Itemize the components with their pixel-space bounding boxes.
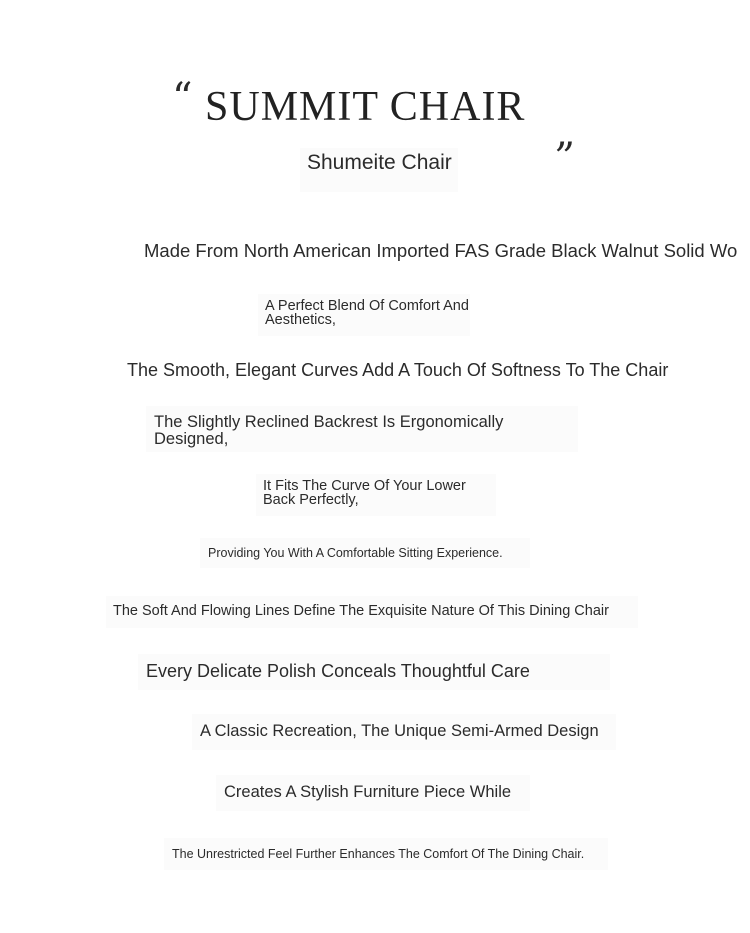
text-line-comfort: The Unrestricted Feel Further Enhances The Comfort Of The Dining Chair. (164, 838, 608, 870)
text-line-flowing-lines: The Soft And Flowing Lines Define The Exquisite Nature Of This Dining Chair (106, 596, 638, 628)
text-line-lower-back: It Fits The Curve Of Your Lower Back Perfectly, (256, 474, 496, 516)
text-line-blend: A Perfect Blend Of Comfort And Aesthetics, (258, 294, 470, 336)
page-subtitle: Shumeite Chair (300, 148, 458, 192)
text-line-material: Made From North American Imported FAS Grade Black Walnut Solid Wo (144, 240, 738, 261)
close-quote-mark: „ (555, 110, 576, 156)
text-line-polish: Every Delicate Polish Conceals Thoughtful Care (138, 654, 610, 690)
text-line-semi-armed: A Classic Recreation, The Unique Semi-Armed Design (192, 714, 616, 750)
text-line-backrest: The Slightly Reclined Backrest Is Ergonomically Designed, (146, 406, 578, 452)
text-line-curves: The Smooth, Elegant Curves Add A Touch Of Softness To The Chair (127, 360, 669, 380)
text-line-stylish: Creates A Stylish Furniture Piece While (216, 775, 530, 811)
text-line-sitting: Providing You With A Comfortable Sitting Experience. (200, 538, 530, 568)
open-quote-mark: “ (172, 75, 193, 121)
page-title: SUMMIT CHAIR (205, 84, 526, 130)
